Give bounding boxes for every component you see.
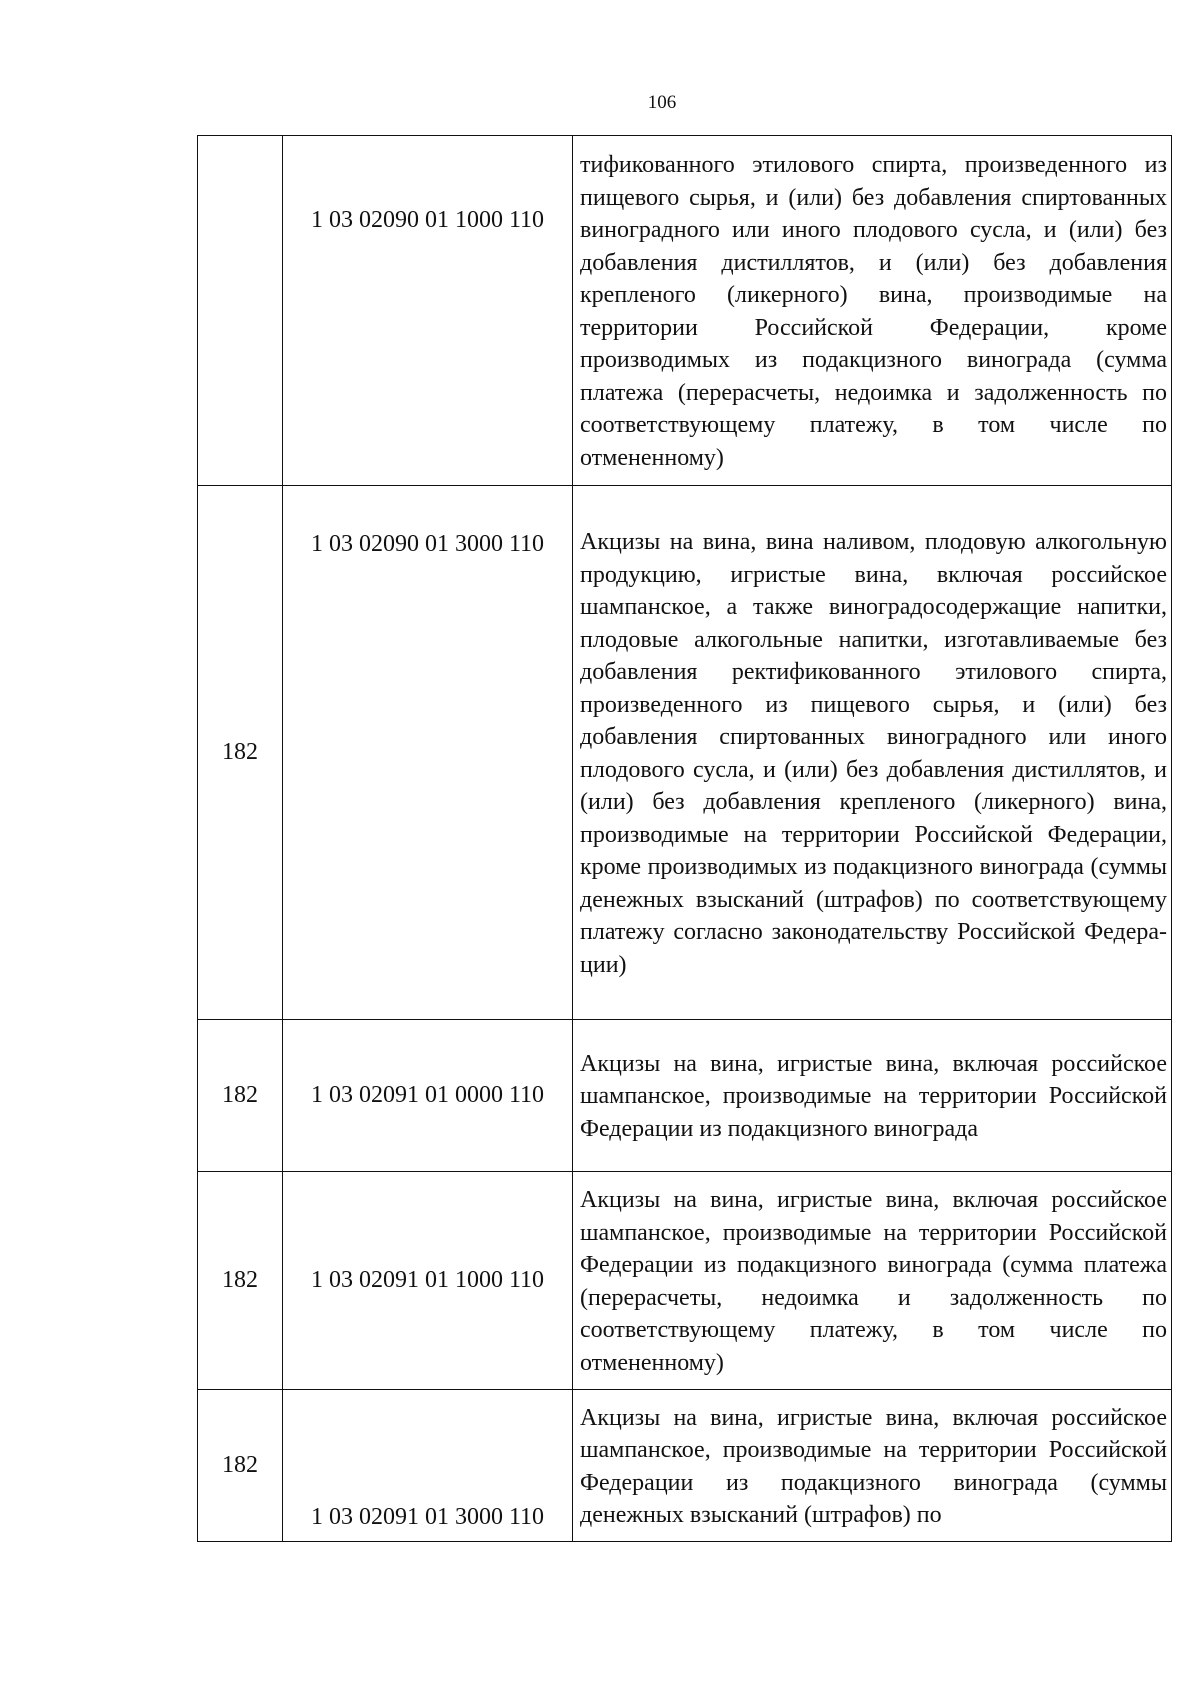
budget-codes-table (197, 135, 1172, 1542)
description-cell (573, 1020, 1172, 1172)
admin-code-cell: 182 (198, 486, 283, 1020)
table-row (198, 136, 1172, 486)
income-code-cell: 1 03 02090 01 1000 110 (283, 136, 573, 486)
description-cell (573, 1172, 1172, 1390)
description-text: тификованного этилового спирта, произведенного из пищевого сырья, и (или) без добавления спиртованных виноградного или иного плодового сусла, и (или) без добавления дистиллятов, и (или) без добавления крепленого (ликерного) вина, производимые на территории Российской Федерации, кроме производимых из подакцизного винограда (сумма платежа (перерасчеты, недоимка и задолженность по соответствующему платежу, в том числе по отмененному) (580, 152, 1167, 471)
income-code-cell: 1 03 02091 01 0000 110 (283, 1020, 573, 1172)
description-text: Акцизы на вина, игристые вина, включая российское шампанское, производимые на территории Российской Федерации из подакцизного винограда (суммы денежных взысканий (штрафов) по (580, 1404, 1167, 1528)
admin-code-cell (198, 136, 283, 486)
description-text: Акцизы на вина, игристые вина, включая российское шампанское, производимые на территории Российской Федерации из подакцизного винограда (сумма платежа (перерасчеты, недоимка и задолженность по соответствующему платежу, в том числе по отмененному) (580, 1187, 1167, 1376)
income-code-cell: 1 03 02091 01 3000 110 (283, 1390, 573, 1542)
description-cell (573, 136, 1172, 486)
table-row (198, 486, 1172, 1020)
admin-code-cell: 182 (198, 1390, 283, 1542)
table-row (198, 1020, 1172, 1172)
description-text: Акцизы на вина, игристые вина, включая российское шампанское, производимые на территории Российской Федерации из подакцизного винограда (580, 1050, 1167, 1142)
table-row (198, 1390, 1172, 1542)
admin-code-cell: 182 (198, 1020, 283, 1172)
description-text: Акцизы на вина, вина наливом, плодовую алкогольную продукцию, игристые вина, включая российское шампанское, а также виноградосодержащие напитки, плодовые алкогольные напитки, изготавливаемые без добавления ректификованного этилового спирта, произведенного из пищевого сырья, и (или) без добавления спиртованных виноградного или иного плодового сусла, и (или) без добавления дистиллятов, и (или) без добавления крепленого (ликерного) вина, производимые на территории Российской Федерации, кроме производимых из подакцизного винограда (суммы денежных взысканий (штрафов) по соответствующему платежу согласно законодательству Российской Федерации) (580, 529, 1167, 978)
income-code-cell: 1 03 02091 01 1000 110 (283, 1172, 573, 1390)
table-row (198, 1172, 1172, 1390)
description-cell (573, 486, 1172, 1020)
page-number: 106 (647, 92, 677, 113)
income-code-cell: 1 03 02090 01 3000 110 (283, 486, 573, 1020)
admin-code-cell: 182 (198, 1172, 283, 1390)
description-cell (573, 1390, 1172, 1542)
